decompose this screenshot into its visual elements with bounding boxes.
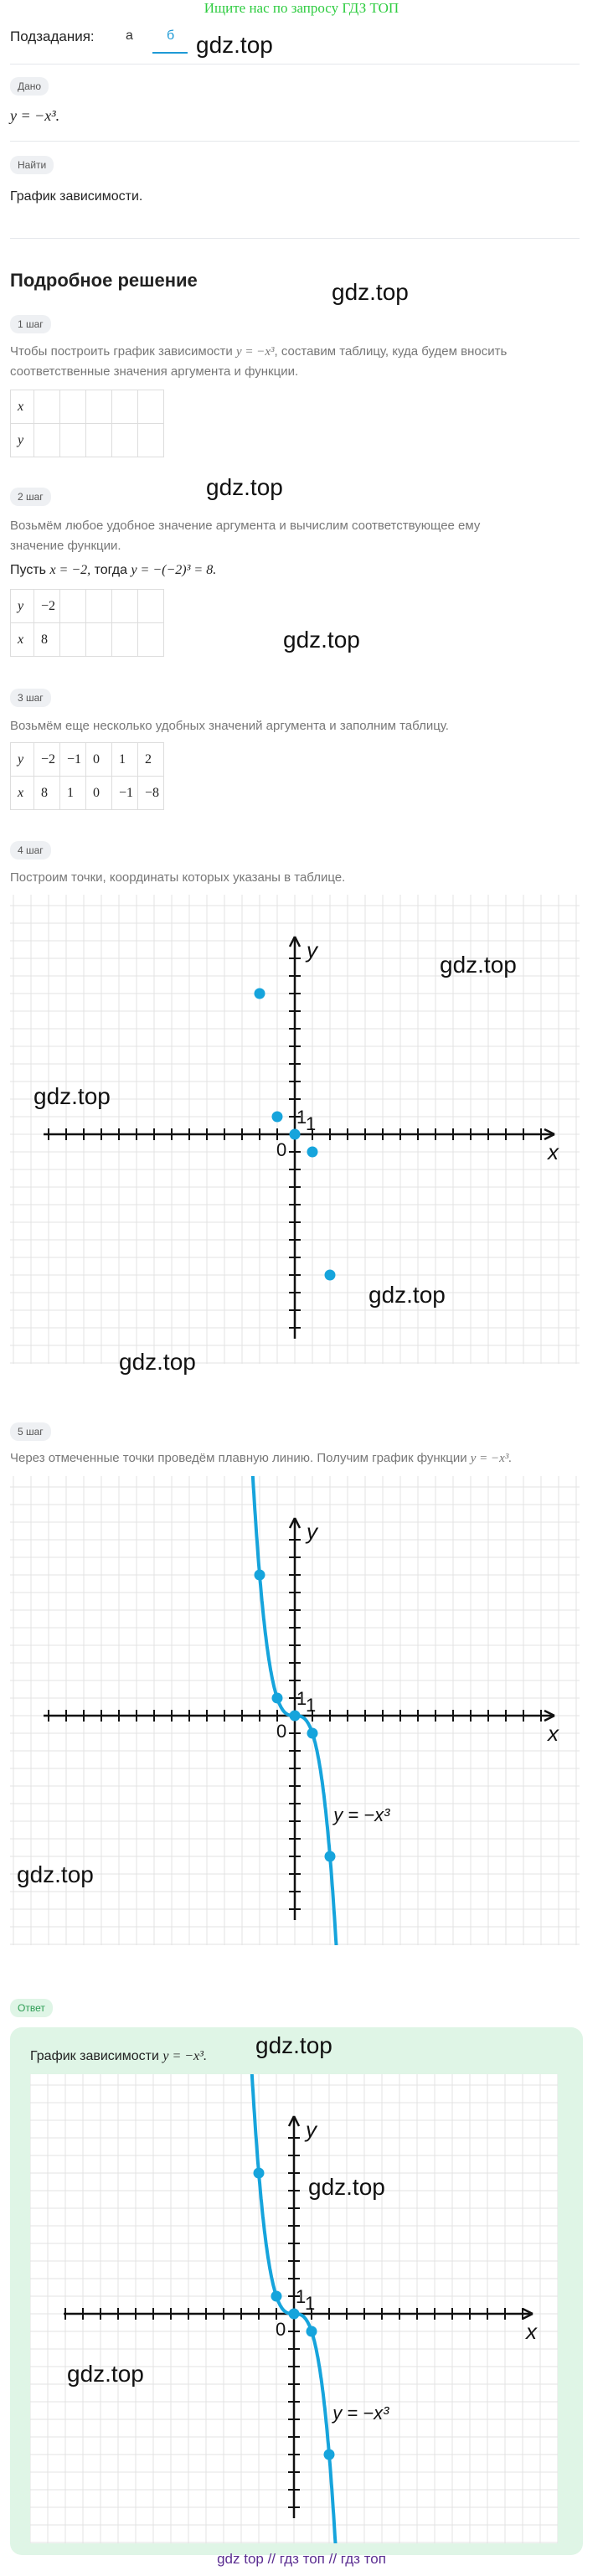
data-point [271, 2291, 282, 2302]
curve-label: y = −x³ [332, 2403, 389, 2424]
x-axis-label: x [526, 2319, 537, 2344]
tick-label-one: 1 [296, 2286, 307, 2307]
tick-label-one: 1 [305, 2293, 316, 2314]
answer-pill: Ответ [10, 1999, 53, 2017]
step-5-pill: 5 шаг [10, 1422, 51, 1441]
watermark: gdz.top [196, 32, 273, 58]
step-2-pill: 2 шаг [10, 488, 51, 506]
subtasks-label: Подзадания: [10, 28, 95, 44]
coordinate-plane [10, 1476, 580, 1945]
origin-label: 0 [276, 1139, 287, 1160]
watermark: gdz.top [308, 2174, 385, 2200]
data-point [307, 1147, 318, 1158]
subtask-option-b[interactable]: б [167, 28, 175, 43]
divider [10, 238, 580, 239]
step-1-pill: 1 шаг [10, 315, 51, 333]
watermark: gdz.top [17, 1861, 94, 1887]
data-point [255, 989, 265, 999]
data-point [255, 1570, 265, 1581]
graph-curve [10, 1476, 580, 1949]
watermark: gdz.top [206, 474, 283, 500]
data-point [272, 1693, 283, 1704]
step-5-text: Через отмеченные точки проведём плавную линию. Получим график функции y = −x³. [10, 1451, 513, 1465]
watermark: gdz.top [440, 952, 517, 978]
step-3-text: Возьмём еще несколько удобных значений аргумента и заполним таблицу. [10, 719, 449, 733]
origin-label: 0 [276, 1721, 287, 1742]
given-pill: Дано [10, 77, 49, 96]
x-axis-label: x [548, 1139, 559, 1164]
step-2-text: Возьмём любое удобное значение аргумента и вычислим соответствующее ему значение функции. [10, 519, 481, 553]
data-point [325, 1270, 336, 1281]
watermark: gdz.top [332, 279, 409, 305]
search-banner[interactable]: Ищите нас по запросу ГДЗ ТОП [204, 0, 399, 16]
data-point [307, 2326, 317, 2337]
data-point [290, 1129, 301, 1140]
table-row: x 8 1 0 −1 −8 [11, 777, 164, 810]
data-point [325, 1851, 336, 1862]
footer-links[interactable]: gdz top // гдз топ // гдз топ [217, 2551, 386, 2567]
step-1-text: Чтобы построить график зависимости y = −x³, составим таблицу, куда будем вносить соответственные значения аргумента и функции. [10, 344, 508, 379]
data-point [290, 1711, 301, 1722]
y-axis-label: y [307, 1519, 317, 1544]
find-text: График зависимости. [10, 189, 143, 204]
data-point [289, 2309, 300, 2320]
curve-label: y = −x³ [333, 1804, 390, 1825]
watermark: gdz.top [67, 2361, 144, 2387]
origin-label: 0 [276, 2319, 286, 2340]
given-formula: y = −x³. [10, 107, 60, 124]
divider [10, 141, 580, 142]
table-row: y [11, 424, 164, 457]
watermark: gdz.top [119, 1349, 196, 1375]
step-4-pill: 4 шаг [10, 841, 51, 860]
solution-title: Подробное решение [10, 270, 198, 291]
tick-label-one: 1 [296, 1107, 307, 1128]
watermark: gdz.top [255, 2032, 332, 2058]
watermark: gdz.top [283, 627, 360, 653]
find-pill: Найти [10, 156, 54, 174]
y-axis-label: y [307, 937, 317, 963]
table-row: x 8 [11, 623, 164, 657]
step-3-pill: 3 шаг [10, 689, 51, 707]
coordinate-plane [30, 2074, 558, 2543]
table-row: x [11, 390, 164, 424]
tick-label-one: 1 [306, 1113, 317, 1134]
x-axis-label: x [548, 1721, 559, 1746]
data-point [307, 1728, 318, 1739]
step-4-text: Построим точки, координаты которых указаны в таблице. [10, 870, 346, 885]
table-row: y −2 −1 0 1 2 [11, 743, 164, 777]
answer-text: График зависимости y = −x³. [30, 2049, 207, 2063]
graph-answer [30, 2074, 558, 2548]
subtask-option-a[interactable]: а [126, 28, 133, 43]
data-point [272, 1112, 283, 1123]
step-2-calc: Пусть x = −2, тогда y = −(−2)³ = 8. [10, 563, 217, 577]
watermark: gdz.top [368, 1282, 446, 1308]
data-point [324, 2450, 335, 2460]
step-2-table [10, 589, 164, 657]
step-3-table [10, 742, 164, 810]
divider [10, 64, 580, 65]
y-axis-label: y [306, 2117, 317, 2142]
tick-label-one: 1 [296, 1688, 307, 1709]
watermark: gdz.top [34, 1083, 111, 1109]
step-1-table [10, 390, 164, 457]
tick-label-one: 1 [306, 1695, 317, 1716]
active-subtask-indicator [152, 52, 188, 54]
data-point [254, 2168, 265, 2179]
table-row: y −2 [11, 590, 164, 623]
